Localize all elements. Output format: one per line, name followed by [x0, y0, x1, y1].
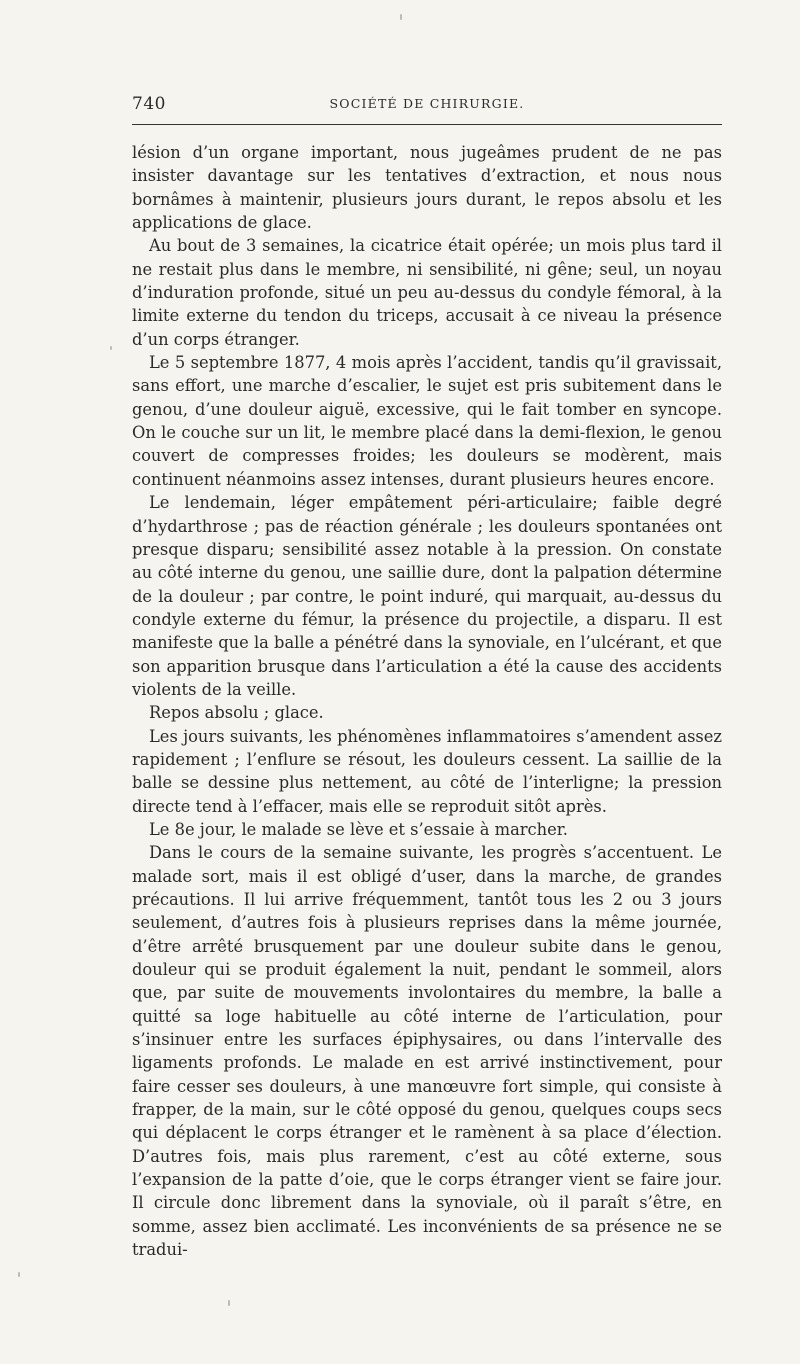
- header-rule: [132, 124, 722, 125]
- paragraph: Dans le cours de la semaine suivante, les progrès s’accentuent. Le malade sort, mais il est obligé d’user, dans la marche, de grandes précautions. Il lui arrive fréquemment, tantôt tous les 2 ou 3 jours seulement, d’autres fois à plusieurs reprises dans la même journée, d’être arrêté brusquement par une douleur subite dans le genou, douleur qui se produit également la nuit, pendant le sommeil, alors que, par suite de mouvements involontaires du membre, la balle a quitté sa loge habituelle au côté interne de l’articulation, pour s’insinuer entre les surfaces épiphysaires, ou dans l’intervalle des ligaments profonds. Le malade en est arrivé instinctivement, pour faire cesser ses douleurs, à une manœuvre fort simple, qui consiste à frapper, de la main, sur le côté opposé du genou, quelques coups secs qui déplacent le corps étranger et le ramènent à sa place d’élection. D’autres fois, mais plus rarement, c’est au côté externe, sous l’expansion de la patte d’oie, que le corps étranger vient se faire jour. Il circule donc librement dans la synoviale, où il paraît s’être, en somme, assez bien acclimaté. Les inconvénients de sa présence ne se tradui-: [132, 843, 722, 1260]
- body-text: [132, 141, 722, 1262]
- running-title: SOCIÉTÉ DE CHIRURGIE.: [329, 96, 525, 111]
- paragraph: Le lendemain, léger empâtement péri-articulaire; faible degré d’hydarthrose ; pas de réaction générale ; les douleurs spontanées ont presque disparu; sensibilité assez notable à la pression. On constate au côté interne du genou, une saillie dure, dont la palpation détermine de la douleur ; par contre, le point induré, qui marquait, au-dessus du condyle externe du fémur, la présence du projectile, a disparu. Il est manifeste que la balle a pénétré dans la synoviale, en l’ulcérant, et que son apparition brusque dans l’articulation a été la cause des accidents violents de la veille.: [132, 493, 722, 699]
- paragraph: Le 5 septembre 1877, 4 mois après l’accident, tandis qu’il gravissait, sans effort, une marche d’escalier, le sujet est pris subitement dans le genou, d’une douleur aiguë, excessive, qui le fait tomber en syncope. On le couche sur un lit, le membre placé dans la demi-flexion, le genou couvert de compresses froides; les douleurs se modèrent, mais continuent néanmoins assez intenses, durant plusieurs heures encore.: [132, 353, 722, 489]
- paragraph: Le 8e jour, le malade se lève et s’essaie à marcher.: [149, 819, 568, 839]
- paragraph: Les jours suivants, les phénomènes inflammatoires s’amendent assez rapidement ; l’enflure se résout, les douleurs cessent. La saillie de la balle se dessine plus nettement, au côté de l’interligne; la pression directe tend à l’effacer, mais elle se reproduit sitôt après.: [132, 726, 722, 816]
- paragraph: Repos absolu ; glace.: [149, 703, 324, 723]
- paper-speck: [400, 14, 402, 20]
- paper-speck: [18, 1272, 20, 1277]
- paper-speck: [228, 1300, 230, 1306]
- page-number: 740: [132, 94, 166, 114]
- paragraph: Au bout de 3 semaines, la cicatrice était opérée; un mois plus tard il ne restait plus dans le membre, ni sensibilité, ni gêne; seul, un noyau d’induration profonde, situé un peu au-dessus du condyle fémoral, à la limite externe du tendon du triceps, accusait à ce niveau la présence d’un corps étranger.: [132, 236, 722, 349]
- paragraph: lésion d’un organe important, nous jugeâmes prudent de ne pas insister davantage sur les tentatives d’extraction, et nous nous bornâmes à maintenir, plusieurs jours durant, le repos absolu et les applications de glace.: [132, 143, 722, 233]
- paper-speck: [110, 346, 112, 350]
- page-header: [132, 94, 722, 116]
